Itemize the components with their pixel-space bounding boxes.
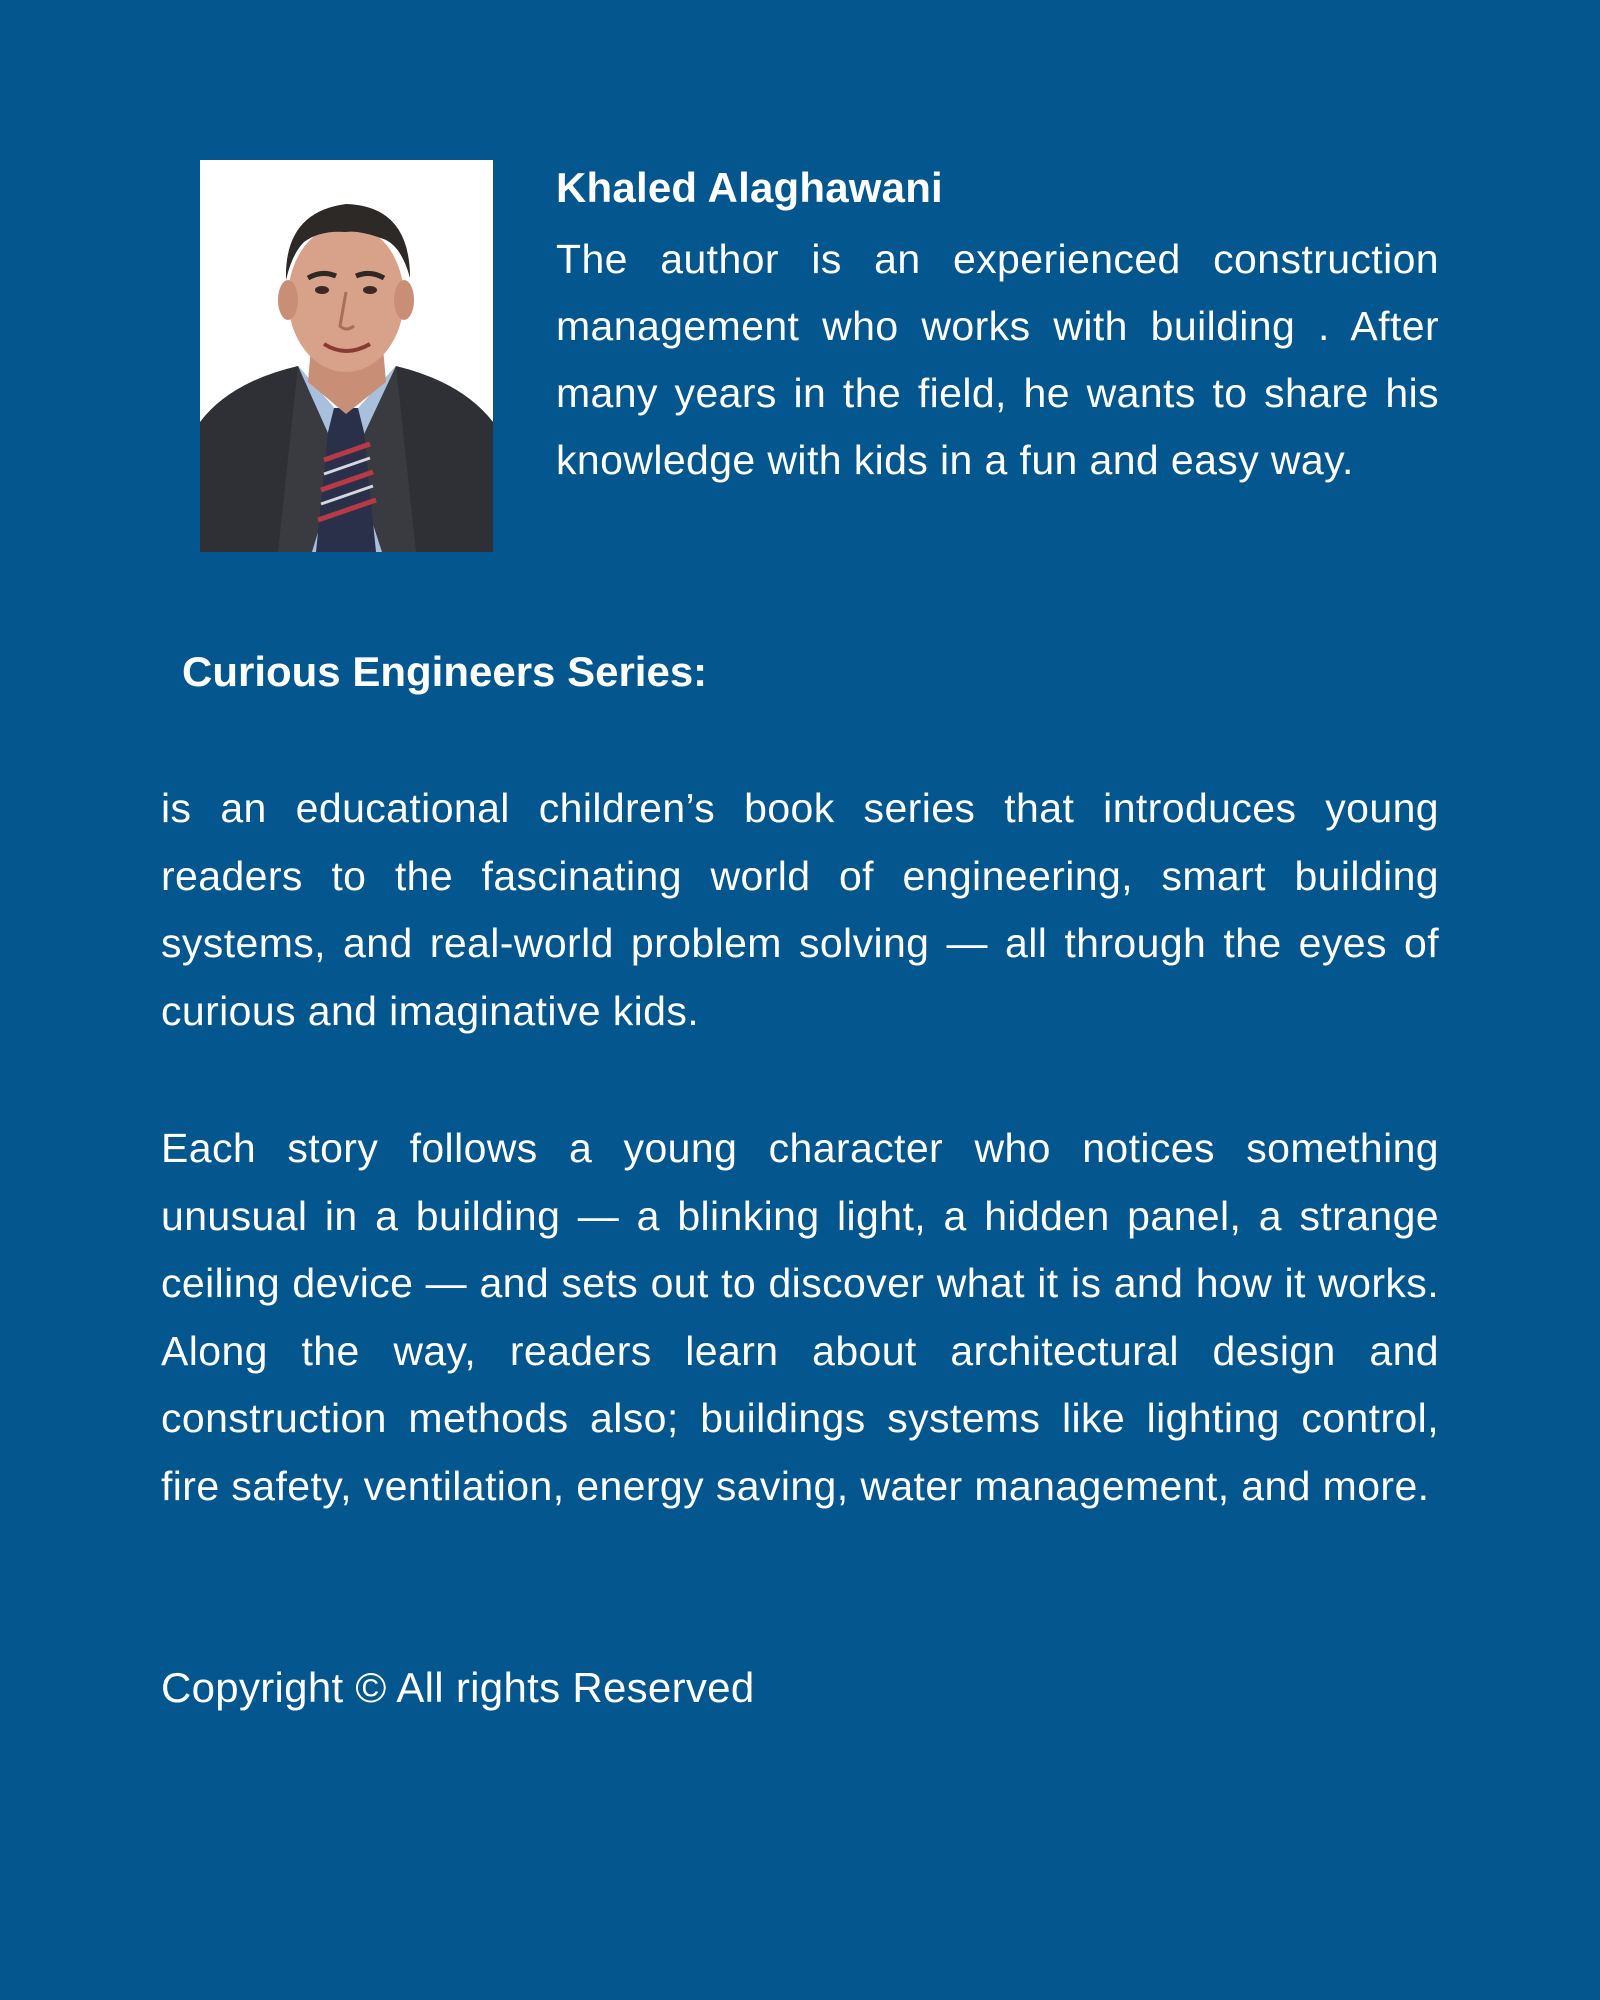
copyright-notice: Copyright © All rights Reserved [161, 1664, 755, 1711]
author-bio-section [556, 162, 1439, 494]
author-name: Khaled Alaghawani [556, 164, 943, 211]
author-portrait-photo [200, 160, 493, 552]
series-description-paragraph: is an educational children’s book series that introduces young readers to the fascinating world of engineering, smart building systems, and real-world problem solving — all through the eyes of curious and imaginative kids. [161, 785, 1439, 1034]
author-portrait-illustration [200, 160, 493, 552]
author-bio: The author is an experienced construction management who works with building . After many years in the field, he wants to share his knowledge with kids in a fun and easy way. [556, 236, 1439, 483]
series-story-paragraph: Each story follows a young character who notices something unusual in a building — a blinking light, a hidden panel, a strange ceiling device — and sets out to discover what it is and how it works. Along the way, readers learn about architectural design and construction methods also; buildings systems like lighting control, fire safety, ventilation, energy saving, water management, and more. [161, 1125, 1439, 1509]
series-heading: Curious Engineers Series: [182, 648, 708, 695]
